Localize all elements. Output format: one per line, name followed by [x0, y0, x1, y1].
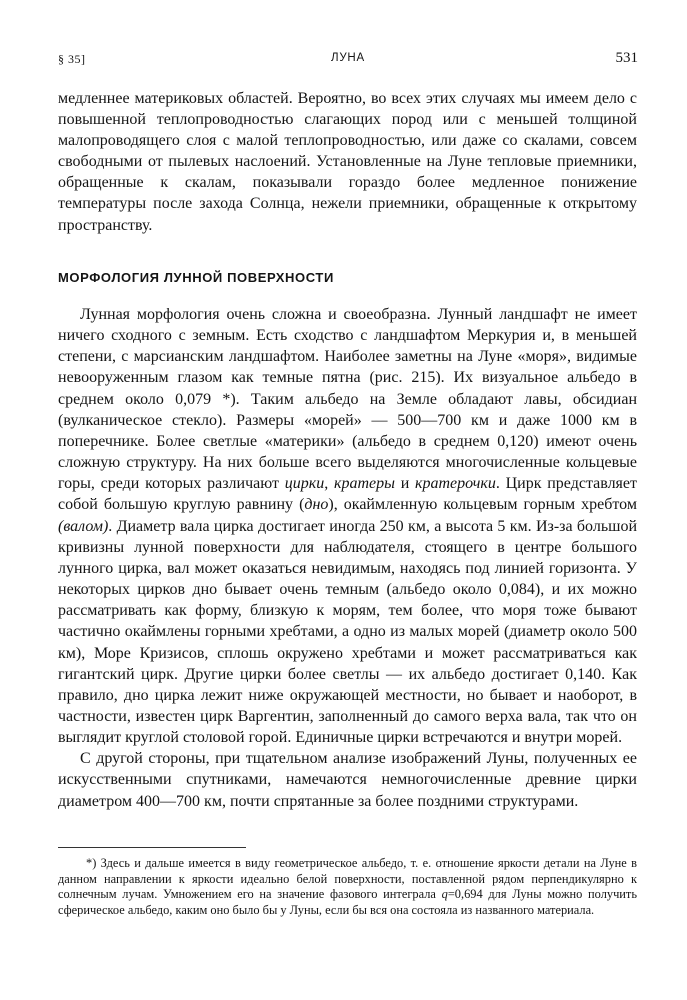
footnote-text	[58, 856, 637, 918]
symbol-q: q	[441, 887, 448, 902]
text-run: Лунная морфология очень сложна и своеобразна. Лунный ландшафт не имеет ничего сходного с земным. Есть сходство с ландшафтом Меркурия и, в меньшей степени, с марсианским ландшафтом. Наиболее заметны на Луне «моря», видимые невооруженным глазом как темные пятна (рис. 215). Их визуальное альбедо в среднем около 0,079 *). Таким альбедо на Земле обладают лавы, обсидиан (вулканическое стекло). Размеры «морей» — 500—700 км и даже 1000 км в поперечнике. Более светлые «материки» (альбедо в среднем 0,120) имеют очень сложную структуру. На них больше всего выделяются многочисленные кольцевые горы, среди которых различают	[58, 306, 637, 493]
running-header	[58, 50, 638, 70]
term-craters: кратеры	[333, 475, 395, 493]
intro-paragraph: медленнее материковых областей. Вероятно, во всех этих случаях мы имеем дело с повышенной теплопроводностью слагающих пород или с меньшей толщиной малопроводящего слоя с малой теплопроводностью, или даже со скалами, совсем свободными от пылевых наслоений. Установленные на Луне тепловые приемники, обращенные к скалам, показывали гораздо более медленное понижение температуры после захода Солнца, нежели приемники, обращенные к открытому пространству.	[58, 90, 637, 234]
paragraph-satellites: С другой стороны, при тщательном анализе изображений Луны, полученных ее искусственными спутниками, намечаются немногочисленные древние цирки диаметром 400—700 км, почти спрятанные за более поздними структурами.	[58, 750, 637, 810]
term-rampart: (валом)	[58, 517, 109, 535]
page-number: 531	[615, 50, 638, 66]
text-run: =0,694 для Луны можно получить сферическое альбедо, каким оно было бы у Луны, если бы вся она состояла из названного материала.	[58, 887, 637, 917]
footnote	[58, 856, 637, 918]
text-run: и	[394, 475, 416, 493]
section-number: § 35]	[58, 52, 86, 66]
paragraph-morphology	[58, 304, 637, 748]
text-run: . Диаметр вала цирка достигает иногда 250 км, а высота 5 км. Из-за большой кривизны лунной поверхности для наблюдателя, стоящего в центре большого лунного цирка, вал может оказаться невидимым, находясь под линией горизонта. У некоторых цирков дно бывает очень темным (альбедо около 0,084), и их можно рассматривать как форму, близкую к морям, тем более, что моря тоже бывают частично окаймлены горными хребтами, а одно из малых морей (диаметр около 500 км), Море Кризисов, сплошь окружено хребтами и может рассматриваться как гигантский цирк. Другие цирки более светлы — их альбедо достигает 0,140. Как правило, дно цирка лежит ниже окружающей местности, но бывает и наоборот, в частности, известен цирк Варгентин, заполненный до самого верха вала, так что он выглядит круглой столовой горой. Единичные цирки встречаются и внутри морей.	[58, 517, 637, 747]
text-run: ,	[324, 475, 334, 493]
text-run: *) Здесь и дальше имеется в виду геометрическое альбедо, т. е. отношение яркости детали на Луне в данном направлении к яркости идеально белой поверхности, поставленной рядом перпендикулярно к солнечным лучам. Умножением его на значение фазового интеграла	[58, 856, 637, 902]
footnote-divider	[58, 847, 246, 848]
text-run: ), окаймленную кольцевым горным хребтом	[328, 496, 637, 514]
term-craterlets: кратерочки	[415, 475, 496, 493]
running-title: ЛУНА	[330, 52, 366, 64]
section-heading: МОРФОЛОГИЯ ЛУННОЙ ПОВЕРХНОСТИ	[58, 270, 334, 285]
term-floor: дно	[304, 496, 329, 514]
term-cirques: цирки	[284, 475, 325, 493]
section-body	[58, 304, 637, 812]
intro-text	[58, 88, 637, 236]
text-run: . Цирк представляет собой большую круглую равнину (	[58, 475, 638, 514]
